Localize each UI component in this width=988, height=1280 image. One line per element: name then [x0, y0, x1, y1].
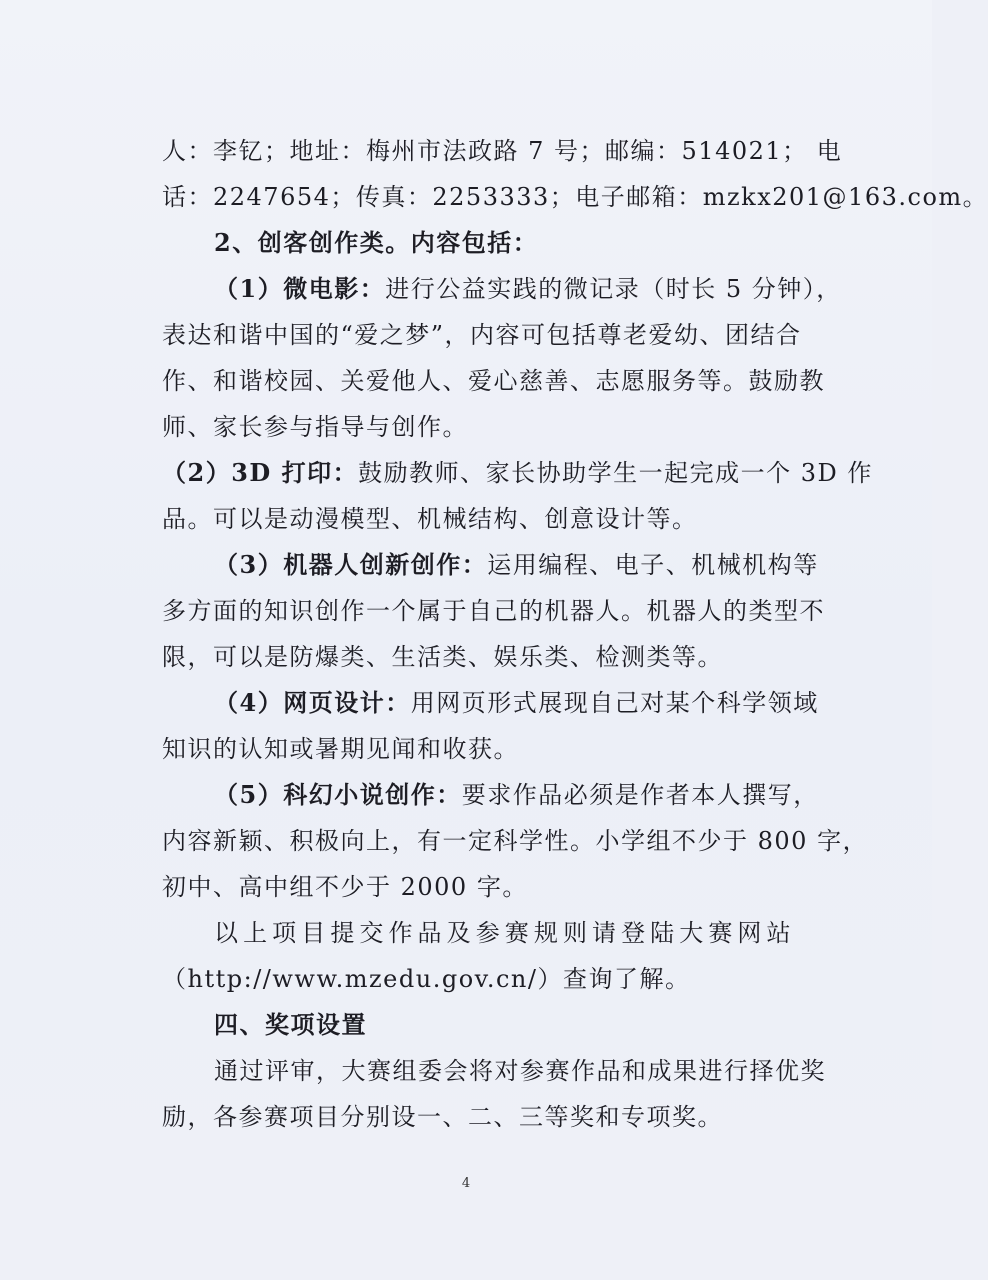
item-text: 进行公益实践的微记录（时长 5 分钟）， [385, 275, 842, 303]
line-text: 知识的认知或暑期见闻和收获。 [162, 735, 519, 763]
item-text: 用网页形式展现自己对某个科学领域 [410, 689, 819, 717]
document-body [162, 128, 988, 1140]
submission-note [162, 910, 792, 956]
line-text: 限，可以是防爆类、生活类、娱乐类、检测类等。 [162, 643, 723, 671]
paragraph-line [162, 496, 792, 542]
paragraph-line [162, 588, 825, 634]
line-text: 初中、高中组不少于 2000 字。 [162, 873, 528, 901]
line-text: 品。可以是动漫模型、机械结构、创意设计等。 [162, 505, 698, 533]
line-text: 表达和谐中国的“爱之梦”，内容可包括尊老爱幼、团结合 [162, 321, 802, 349]
paragraph-line [162, 404, 792, 450]
paragraph-line [162, 818, 869, 864]
item-text: 鼓励教师、家长协助学生一起完成一个 3D 作 [358, 459, 873, 487]
contact-line-1 [162, 128, 843, 174]
item-web-design [162, 680, 819, 726]
item-lead: （3）机器人创新创作： [214, 550, 488, 579]
paragraph-line [162, 358, 825, 404]
website-line [162, 956, 792, 1002]
line-text: 内容新颖、积极向上，有一定科学性。小学组不少于 800 字， [162, 827, 869, 855]
paragraph-line [162, 726, 792, 772]
paragraph-line [162, 1094, 792, 1140]
heading-text: 2、创客创作类。内容包括： [214, 228, 539, 257]
item-text: 要求作品必须是作者本人撰写， [461, 781, 819, 809]
section-heading-maker [162, 220, 792, 266]
item-lead: （2）3D 打印： [162, 458, 359, 487]
item-micro-film [162, 266, 842, 312]
line-text: 多方面的知识创作一个属于自己的机器人。机器人的类型不 [162, 597, 825, 625]
website-text: （http://www.mzedu.gov.cn/）查询了解。 [162, 965, 691, 993]
line-text: 以上项目提交作品及参赛规则请登陆大赛网站 [214, 919, 792, 947]
heading-text: 四、奖项设置 [214, 1010, 367, 1039]
paragraph-line [162, 312, 802, 358]
item-lead: （5）科幻小说创作： [214, 780, 462, 809]
line-text: 励，各参赛项目分别设一、二、三等奖和专项奖。 [162, 1103, 723, 1131]
paragraph-line [162, 1048, 826, 1094]
line-text: 作、和谐校园、关爱他人、爱心慈善、志愿服务等。鼓励教 [162, 367, 825, 395]
contact-line-2 [162, 174, 988, 220]
item-lead: （1）微电影： [214, 274, 386, 303]
line-text: 话：2247654；传真：2253333；电子邮箱：mzkx201@163.com。 [162, 183, 988, 211]
item-text: 运用编程、电子、机械机构等 [487, 551, 819, 579]
item-3d-printing [162, 450, 873, 496]
line-text: 人：李钇；地址：梅州市法政路 7 号；邮编：514021； 电 [162, 137, 843, 165]
page-number: 4 [461, 1176, 471, 1191]
section-heading-awards [162, 1002, 792, 1048]
line-text: 师、家长参与指导与创作。 [162, 413, 468, 441]
paragraph-line [162, 864, 792, 910]
paragraph-line [162, 634, 792, 680]
line-text: 通过评审，大赛组委会将对参赛作品和成果进行择优奖 [214, 1057, 826, 1085]
item-robot [162, 542, 819, 588]
item-lead: （4）网页设计： [214, 688, 411, 717]
item-sci-fi [162, 772, 819, 818]
